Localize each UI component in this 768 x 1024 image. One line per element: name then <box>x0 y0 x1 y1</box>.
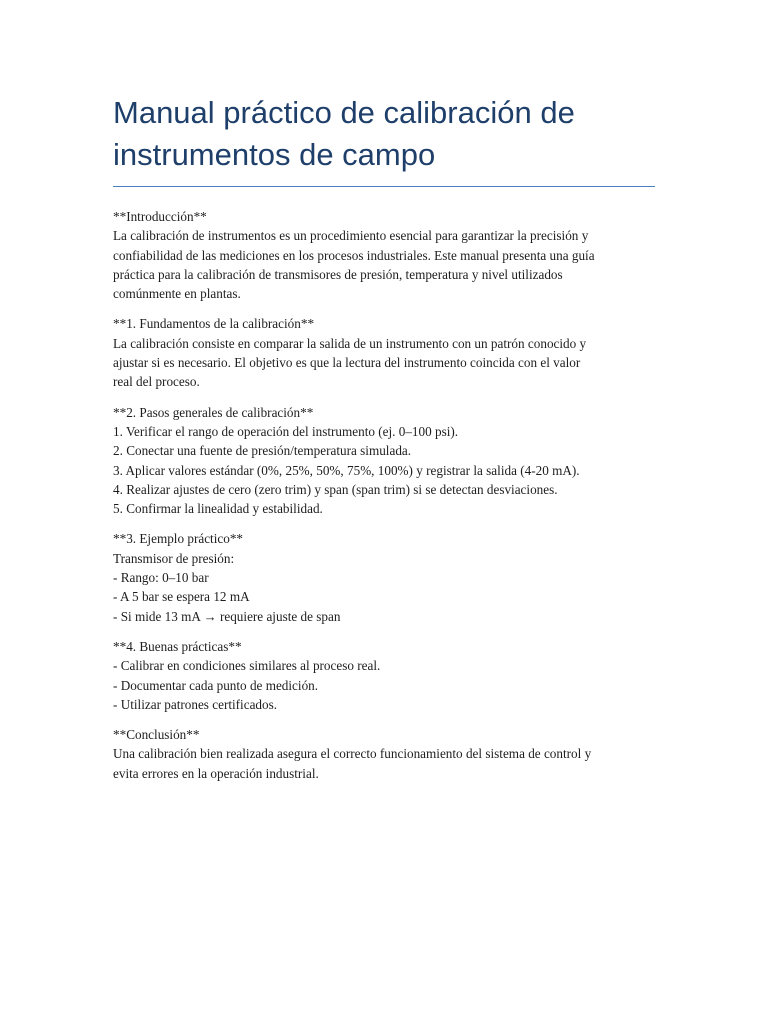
section-conclusion <box>113 725 655 783</box>
paragraph-line: comúnmente en plantas. <box>113 286 241 302</box>
list-item: - Documentar cada punto de medición. <box>113 677 319 693</box>
list-item: - A 5 bar se espera 12 mA <box>113 589 250 605</box>
paragraph-line: práctica para la calibración de transmisores de presión, temperatura y nivel utilizados <box>113 266 563 282</box>
section-heading: **1. Fundamentos de la calibración** <box>113 316 315 332</box>
document-page <box>113 92 655 794</box>
paragraph-line: confiabilidad de las mediciones en los procesos industriales. Este manual presenta una guía <box>113 247 595 263</box>
paragraph-line: ajustar si es necesario. El objetivo es que la lectura del instrumento coincida con el valor <box>113 355 581 371</box>
list-item: - Si mide 13 mA → requiere ajuste de span <box>113 608 341 624</box>
title-underline <box>113 186 655 187</box>
section-buenas-practicas <box>113 637 655 714</box>
paragraph-line: La calibración de instrumentos es un procedimiento esencial para garantizar la precisión y <box>113 228 589 244</box>
paragraph-line: Una calibración bien realizada asegura el correcto funcionamiento del sistema de control y <box>113 746 592 762</box>
section-heading: **Conclusión** <box>113 727 200 743</box>
section-pasos-generales <box>113 403 655 519</box>
document-title <box>113 92 655 186</box>
section-fundamentos <box>113 314 655 391</box>
section-heading: **3. Ejemplo práctico** <box>113 531 244 547</box>
list-item: - Rango: 0–10 bar <box>113 570 209 586</box>
section-heading: **4. Buenas prácticas** <box>113 638 242 654</box>
list-item: 3. Aplicar valores estándar (0%, 25%, 50%, 75%, 100%) y registrar la salida (4-20 mA). <box>113 462 580 478</box>
list-item: 4. Realizar ajustes de cero (zero trim) y span (span trim) si se detectan desviaciones. <box>113 481 558 497</box>
list-item: 5. Confirmar la linealidad y estabilidad. <box>113 501 323 517</box>
paragraph-line: real del proceso. <box>113 374 200 390</box>
list-item: - Utilizar patrones certificados. <box>113 696 278 712</box>
paragraph-line: evita errores en la operación industrial. <box>113 765 319 781</box>
section-heading: **2. Pasos generales de calibración** <box>113 404 314 420</box>
list-item: 1. Verificar el rango de operación del instrumento (ej. 0–100 psi). <box>113 423 459 439</box>
list-item: 2. Conectar una fuente de presión/temperatura simulada. <box>113 443 412 459</box>
title-line-1: Manual práctico de calibración de <box>113 95 575 130</box>
list-item: - Calibrar en condiciones similares al proceso real. <box>113 658 381 674</box>
paragraph-line: La calibración consiste en comparar la salida de un instrumento con un patrón conocido y <box>113 335 587 351</box>
section-heading: **Introducción** <box>113 209 207 224</box>
title-line-2: instrumentos de campo <box>113 137 436 172</box>
paragraph-line: Transmisor de presión: <box>113 550 235 566</box>
document-body <box>113 207 655 783</box>
section-ejemplo-practico <box>113 529 655 625</box>
section-introduccion <box>113 207 655 303</box>
